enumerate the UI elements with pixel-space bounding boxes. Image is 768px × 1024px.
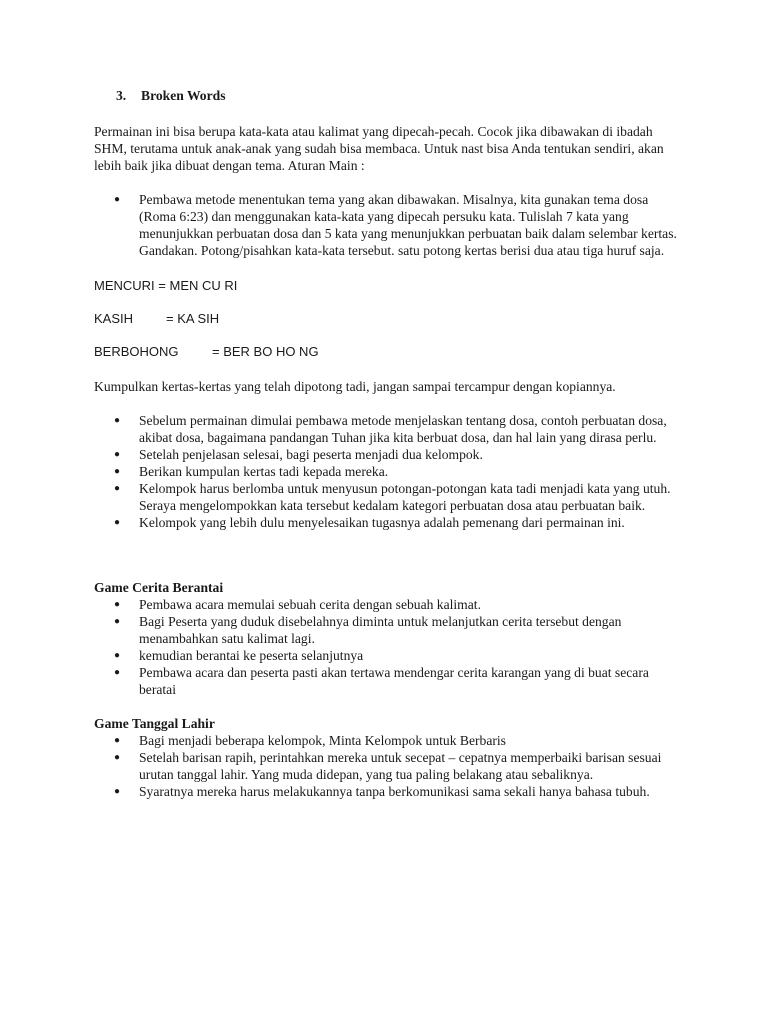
game-tanggal-title: Game Tanggal Lahir (94, 716, 215, 731)
bullet-icon: ● (114, 786, 121, 797)
example-split: = BER BO HO NG (212, 344, 319, 359)
bullet-icon: ● (114, 415, 121, 426)
list-item (94, 480, 684, 514)
bullet-icon: ● (114, 616, 121, 627)
list-item (94, 749, 684, 783)
example-split: = MEN CU RI (158, 278, 238, 293)
bullet-icon: ● (114, 517, 121, 528)
list-item (94, 412, 684, 446)
game-cerita-title: Game Cerita Berantai (94, 580, 224, 595)
steps-list (94, 412, 684, 531)
bullet-icon: ● (114, 650, 121, 661)
example-word: KASIH (94, 311, 134, 326)
list-item-text: Setelah penjelasan selesai, bagi peserta menjadi dua kelompok. (139, 447, 483, 462)
list-item (94, 783, 684, 800)
list-item-text: Syaratnya mereka harus melakukannya tanpa berkomunikasi sama sekali hanya bahasa tubuh. (139, 784, 650, 799)
bullet-icon: ● (114, 483, 121, 494)
list-item (94, 446, 684, 463)
list-item (94, 514, 684, 531)
list-item-text: Pembawa metode menentukan tema yang akan dibawakan. Misalnya, kita gunakan tema dosa (Roma 6:23) dan menggunakan kata-kata yang dipecah persuku kata. Tulislah 7 kata yang menunjukkan perbuatan dosa dan 5 kata yang menunjukkan perbuatan baik dalam selembar kertas. Gandakan. Potong/pisahkan kata-kata tersebut. satu potong kertas berisi dua atau tiga huruf saja. (139, 192, 677, 258)
example-word: BERBOHONG (94, 344, 179, 359)
section-title: Broken Words (141, 88, 226, 103)
bullet-icon: ● (114, 194, 121, 205)
document-page (94, 87, 684, 800)
list-item-text: Bagi Peserta yang duduk disebelahnya diminta untuk melanjutkan cerita tersebut dengan menambahkan satu kalimat lagi. (139, 614, 622, 646)
list-item-text: Sebelum permainan dimulai pembawa metode menjelaskan tentang dosa, contoh perbuatan dosa, akibat dosa, bagaimana pandangan Tuhan jika kita berbuat dosa, dan hal lain yang dirasa perlu. (139, 413, 667, 445)
list-item (94, 596, 684, 613)
list-item-text: Setelah barisan rapih, perintahkan mereka untuk secepat – cepatnya memperbaiki barisan sesuai urutan tanggal lahir. Yang muda didepan, yang tua paling belakang atau sebaliknya. (139, 750, 662, 782)
list-item-text: Bagi menjadi beberapa kelompok, Minta Kelompok untuk Berbaris (139, 733, 506, 748)
bullet-icon: ● (114, 752, 121, 763)
list-item (94, 732, 684, 749)
section-heading (116, 87, 684, 105)
bullet-icon: ● (114, 667, 121, 678)
collect-paragraph: Kumpulkan kertas-kertas yang telah dipotong tadi, jangan sampai tercampur dengan kopiannya. (94, 379, 616, 394)
bullet-icon: ● (114, 599, 121, 610)
list-item (94, 664, 684, 698)
list-item (94, 613, 684, 647)
list-item-text: Pembawa acara memulai sebuah cerita dengan sebuah kalimat. (139, 597, 481, 612)
list-item-text: Berikan kumpulan kertas tadi kepada mereka. (139, 464, 389, 479)
intro-paragraph: Permainan ini bisa berupa kata-kata atau kalimat yang dipecah-pecah. Cocok jika dibawakan di ibadah SHM, terutama untuk anak-anak yang sudah bisa membaca. Untuk nast bisa Anda tentukan sendiri, akan lebih baik jika dibuat dengan tema. Aturan Main : (94, 124, 664, 173)
example-row (94, 310, 684, 327)
game-cerita-list (94, 596, 684, 698)
list-item (94, 463, 684, 480)
list-item-text: Pembawa acara dan peserta pasti akan tertawa mendengar cerita karangan yang di buat secara beratai (139, 665, 649, 697)
bullet-icon: ● (114, 449, 121, 460)
list-item-text: Kelompok yang lebih dulu menyelesaikan tugasnya adalah pemenang dari permainan ini. (139, 515, 625, 530)
list-item-text: kemudian berantai ke peserta selanjutnya (139, 648, 364, 663)
bullet-icon: ● (114, 466, 121, 477)
list-item-text: Kelompok harus berlomba untuk menyusun potongan-potongan kata tadi menjadi kata yang utuh. Seraya mengelompokkan kata tersebut kedalam kategori perbuatan dosa atau perbuatan baik. (139, 481, 671, 513)
example-row (94, 277, 684, 294)
list-item (94, 191, 684, 259)
example-row (94, 343, 684, 360)
example-word: MENCURI (94, 278, 155, 293)
example-split: = KA SIH (166, 311, 220, 326)
game-tanggal-list (94, 732, 684, 800)
rules-list (94, 191, 684, 259)
bullet-icon: ● (114, 735, 121, 746)
list-item (94, 647, 684, 664)
section-number: 3. (116, 88, 127, 103)
